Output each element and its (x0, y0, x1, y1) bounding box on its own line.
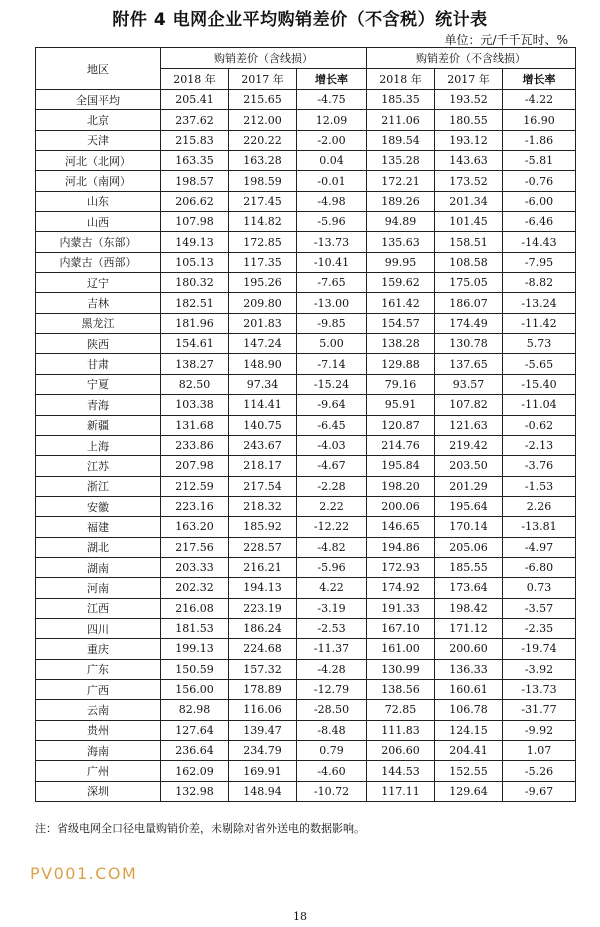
cell-2017-with-loss: 217.54 (229, 476, 297, 496)
cell-2017-with-loss: 139.47 (229, 720, 297, 740)
cell-growth-without-loss: -11.04 (503, 395, 576, 415)
cell-growth-without-loss: 1.07 (503, 741, 576, 761)
cell-2018-with-loss: 149.13 (161, 232, 229, 252)
cell-2018-without-loss: 138.28 (367, 334, 435, 354)
cell-2017-with-loss: 185.92 (229, 517, 297, 537)
cell-2018-without-loss: 200.06 (367, 496, 435, 516)
table-row (36, 90, 576, 110)
price-difference-table (35, 47, 576, 802)
cell-2018-without-loss: 174.92 (367, 578, 435, 598)
cell-region: 湖北 (36, 537, 161, 557)
cell-growth-with-loss: -4.67 (297, 456, 367, 476)
cell-2018-with-loss: 82.50 (161, 374, 229, 394)
cell-2018-with-loss: 163.35 (161, 151, 229, 171)
table-row (36, 598, 576, 618)
cell-region: 深圳 (36, 781, 161, 801)
cell-region: 贵州 (36, 720, 161, 740)
cell-2017-without-loss: 193.52 (435, 90, 503, 110)
table-row (36, 293, 576, 313)
cell-2018-without-loss: 211.06 (367, 110, 435, 130)
cell-2017-without-loss: 129.64 (435, 781, 503, 801)
cell-growth-without-loss: -6.00 (503, 191, 576, 211)
cell-2018-without-loss: 161.42 (367, 293, 435, 313)
cell-growth-without-loss: -1.53 (503, 476, 576, 496)
cell-region: 辽宁 (36, 273, 161, 293)
cell-growth-with-loss: -11.37 (297, 639, 367, 659)
cell-growth-with-loss: -3.19 (297, 598, 367, 618)
cell-growth-without-loss: 5.73 (503, 334, 576, 354)
cell-2017-without-loss: 195.64 (435, 496, 503, 516)
cell-2018-with-loss: 217.56 (161, 537, 229, 557)
cell-region: 海南 (36, 741, 161, 761)
cell-2017-with-loss: 218.17 (229, 456, 297, 476)
cell-2017-with-loss: 223.19 (229, 598, 297, 618)
cell-2017-without-loss: 152.55 (435, 761, 503, 781)
cell-2017-without-loss: 93.57 (435, 374, 503, 394)
table-row (36, 171, 576, 191)
cell-2017-without-loss: 108.58 (435, 252, 503, 272)
cell-2017-without-loss: 200.60 (435, 639, 503, 659)
cell-growth-without-loss: -15.40 (503, 374, 576, 394)
cell-2017-with-loss: 220.22 (229, 130, 297, 150)
header-region: 地区 (36, 48, 161, 90)
cell-region: 山东 (36, 191, 161, 211)
cell-2017-with-loss: 169.91 (229, 761, 297, 781)
cell-growth-with-loss: -9.64 (297, 395, 367, 415)
cell-2017-with-loss: 148.90 (229, 354, 297, 374)
cell-region: 全国平均 (36, 90, 161, 110)
table-row (36, 700, 576, 720)
cell-growth-without-loss: -5.65 (503, 354, 576, 374)
cell-2018-with-loss: 236.64 (161, 741, 229, 761)
cell-2017-with-loss: 114.82 (229, 212, 297, 232)
cell-region: 天津 (36, 130, 161, 150)
cell-2017-without-loss: 205.06 (435, 537, 503, 557)
cell-2017-without-loss: 107.82 (435, 395, 503, 415)
cell-growth-without-loss: -4.97 (503, 537, 576, 557)
cell-2018-without-loss: 189.26 (367, 191, 435, 211)
cell-2018-with-loss: 180.32 (161, 273, 229, 293)
cell-growth-without-loss: -31.77 (503, 700, 576, 720)
watermark-logo: PV001.COM (30, 864, 138, 883)
cell-2017-without-loss: 185.55 (435, 557, 503, 577)
cell-2018-without-loss: 206.60 (367, 741, 435, 761)
cell-growth-with-loss: -2.00 (297, 130, 367, 150)
cell-2018-with-loss: 205.41 (161, 90, 229, 110)
cell-growth-without-loss: -6.80 (503, 557, 576, 577)
table-row (36, 557, 576, 577)
cell-2017-without-loss: 186.07 (435, 293, 503, 313)
cell-2018-with-loss: 156.00 (161, 679, 229, 699)
cell-2017-with-loss: 163.28 (229, 151, 297, 171)
cell-growth-with-loss: -4.82 (297, 537, 367, 557)
cell-2017-with-loss: 228.57 (229, 537, 297, 557)
cell-growth-with-loss: -10.41 (297, 252, 367, 272)
cell-2018-with-loss: 132.98 (161, 781, 229, 801)
cell-2018-without-loss: 161.00 (367, 639, 435, 659)
cell-2018-without-loss: 99.95 (367, 252, 435, 272)
cell-2018-without-loss: 72.85 (367, 700, 435, 720)
cell-2017-with-loss: 172.85 (229, 232, 297, 252)
cell-2017-without-loss: 124.15 (435, 720, 503, 740)
table-row (36, 679, 576, 699)
table-row (36, 456, 576, 476)
cell-2017-with-loss: 218.32 (229, 496, 297, 516)
cell-2017-with-loss: 212.00 (229, 110, 297, 130)
table-row (36, 781, 576, 801)
table-row (36, 720, 576, 740)
cell-2017-with-loss: 178.89 (229, 679, 297, 699)
cell-2017-with-loss: 116.06 (229, 700, 297, 720)
cell-2018-without-loss: 130.99 (367, 659, 435, 679)
cell-growth-with-loss: 4.22 (297, 578, 367, 598)
cell-2017-without-loss: 137.65 (435, 354, 503, 374)
cell-region: 山西 (36, 212, 161, 232)
cell-2018-with-loss: 207.98 (161, 456, 229, 476)
cell-2018-with-loss: 150.59 (161, 659, 229, 679)
cell-2018-without-loss: 194.86 (367, 537, 435, 557)
cell-2018-without-loss: 146.65 (367, 517, 435, 537)
cell-2017-with-loss: 217.45 (229, 191, 297, 211)
cell-region: 江西 (36, 598, 161, 618)
cell-2017-with-loss: 224.68 (229, 639, 297, 659)
cell-growth-with-loss: 0.79 (297, 741, 367, 761)
cell-growth-with-loss: -2.53 (297, 618, 367, 638)
cell-2018-without-loss: 79.16 (367, 374, 435, 394)
cell-region: 北京 (36, 110, 161, 130)
cell-growth-without-loss: -4.22 (503, 90, 576, 110)
table-row (36, 110, 576, 130)
cell-2018-with-loss: 154.61 (161, 334, 229, 354)
header-without-loss: 购销差价（不含线损） (367, 48, 576, 69)
cell-growth-with-loss: -13.00 (297, 293, 367, 313)
cell-2017-with-loss: 201.83 (229, 313, 297, 333)
footnote: 注：省级电网全口径电量购销价差，未剔除对省外送电的数据影响。 (35, 822, 365, 835)
table-row (36, 415, 576, 435)
table-row (36, 252, 576, 272)
cell-growth-with-loss: -12.79 (297, 679, 367, 699)
cell-region: 湖南 (36, 557, 161, 577)
cell-2017-without-loss: 198.42 (435, 598, 503, 618)
cell-growth-with-loss: -13.73 (297, 232, 367, 252)
table-row (36, 191, 576, 211)
cell-2017-without-loss: 193.12 (435, 130, 503, 150)
cell-growth-with-loss: 0.04 (297, 151, 367, 171)
header-with-loss: 购销差价（含线损） (161, 48, 367, 69)
cell-2017-with-loss: 216.21 (229, 557, 297, 577)
cell-2018-without-loss: 129.88 (367, 354, 435, 374)
cell-2018-without-loss: 198.20 (367, 476, 435, 496)
table-row (36, 517, 576, 537)
cell-growth-with-loss: -4.28 (297, 659, 367, 679)
cell-region: 上海 (36, 435, 161, 455)
cell-region: 吉林 (36, 293, 161, 313)
cell-2018-without-loss: 195.84 (367, 456, 435, 476)
cell-2017-without-loss: 201.34 (435, 191, 503, 211)
cell-region: 黑龙江 (36, 313, 161, 333)
cell-2018-with-loss: 127.64 (161, 720, 229, 740)
header-growth-with-loss: 增长率 (297, 69, 367, 90)
cell-growth-with-loss: -2.28 (297, 476, 367, 496)
cell-2017-without-loss: 175.05 (435, 273, 503, 293)
header-2018-with-loss: 2018 年 (161, 69, 229, 90)
cell-2018-without-loss: 154.57 (367, 313, 435, 333)
table-row (36, 639, 576, 659)
cell-2018-with-loss: 131.68 (161, 415, 229, 435)
cell-growth-with-loss: -4.98 (297, 191, 367, 211)
cell-2017-without-loss: 136.33 (435, 659, 503, 679)
cell-growth-with-loss: -4.60 (297, 761, 367, 781)
header-growth-without-loss: 增长率 (503, 69, 576, 90)
cell-region: 河北（北网） (36, 151, 161, 171)
cell-2018-without-loss: 95.91 (367, 395, 435, 415)
cell-growth-with-loss: -10.72 (297, 781, 367, 801)
cell-2017-with-loss: 117.35 (229, 252, 297, 272)
cell-2018-with-loss: 163.20 (161, 517, 229, 537)
cell-2018-with-loss: 199.13 (161, 639, 229, 659)
cell-2018-with-loss: 103.38 (161, 395, 229, 415)
cell-2017-with-loss: 186.24 (229, 618, 297, 638)
cell-growth-without-loss: -8.82 (503, 273, 576, 293)
cell-growth-with-loss: -4.75 (297, 90, 367, 110)
cell-2017-without-loss: 101.45 (435, 212, 503, 232)
cell-growth-without-loss: -3.92 (503, 659, 576, 679)
cell-2018-with-loss: 212.59 (161, 476, 229, 496)
cell-2017-without-loss: 170.14 (435, 517, 503, 537)
cell-2018-with-loss: 206.62 (161, 191, 229, 211)
cell-2017-with-loss: 97.34 (229, 374, 297, 394)
cell-growth-with-loss: -8.48 (297, 720, 367, 740)
cell-region: 青海 (36, 395, 161, 415)
cell-growth-without-loss: -0.76 (503, 171, 576, 191)
page-title: 附件 4 电网企业平均购销差价（不含税）统计表 (112, 10, 488, 30)
cell-growth-with-loss: -9.85 (297, 313, 367, 333)
table-row (36, 212, 576, 232)
cell-growth-with-loss: -28.50 (297, 700, 367, 720)
cell-2017-with-loss: 198.59 (229, 171, 297, 191)
cell-growth-without-loss: -13.73 (503, 679, 576, 699)
table-row (36, 537, 576, 557)
header-2017-without-loss: 2017 年 (435, 69, 503, 90)
cell-2018-with-loss: 82.98 (161, 700, 229, 720)
cell-growth-without-loss: -0.62 (503, 415, 576, 435)
cell-growth-with-loss: -12.22 (297, 517, 367, 537)
table-row (36, 578, 576, 598)
cell-2018-without-loss: 185.35 (367, 90, 435, 110)
cell-2018-with-loss: 216.08 (161, 598, 229, 618)
cell-region: 福建 (36, 517, 161, 537)
cell-growth-without-loss: -13.24 (503, 293, 576, 313)
cell-2017-without-loss: 143.63 (435, 151, 503, 171)
cell-2017-without-loss: 203.50 (435, 456, 503, 476)
cell-growth-with-loss: -0.01 (297, 171, 367, 191)
cell-2017-without-loss: 173.64 (435, 578, 503, 598)
cell-growth-without-loss: -14.43 (503, 232, 576, 252)
cell-2018-with-loss: 198.57 (161, 171, 229, 191)
cell-growth-without-loss: -9.92 (503, 720, 576, 740)
cell-2018-without-loss: 167.10 (367, 618, 435, 638)
header-2018-without-loss: 2018 年 (367, 69, 435, 90)
table-body (36, 90, 576, 802)
cell-2017-with-loss: 140.75 (229, 415, 297, 435)
cell-2017-with-loss: 194.13 (229, 578, 297, 598)
cell-growth-without-loss: -5.81 (503, 151, 576, 171)
cell-2018-without-loss: 94.89 (367, 212, 435, 232)
table-row (36, 354, 576, 374)
cell-2018-with-loss: 182.51 (161, 293, 229, 313)
table-row (36, 232, 576, 252)
table-row (36, 741, 576, 761)
cell-growth-with-loss: -5.96 (297, 557, 367, 577)
unit-label: 单位：元/千千瓦时、% (444, 33, 568, 47)
table-row (36, 435, 576, 455)
table-row (36, 476, 576, 496)
cell-2017-with-loss: 147.24 (229, 334, 297, 354)
cell-growth-with-loss: -7.65 (297, 273, 367, 293)
cell-growth-without-loss: -7.95 (503, 252, 576, 272)
cell-2018-without-loss: 138.56 (367, 679, 435, 699)
cell-2017-without-loss: 173.52 (435, 171, 503, 191)
cell-2018-without-loss: 191.33 (367, 598, 435, 618)
cell-2018-with-loss: 138.27 (161, 354, 229, 374)
cell-2018-with-loss: 237.62 (161, 110, 229, 130)
cell-growth-with-loss: 5.00 (297, 334, 367, 354)
cell-2017-with-loss: 157.32 (229, 659, 297, 679)
cell-2017-without-loss: 121.63 (435, 415, 503, 435)
table-row (36, 313, 576, 333)
cell-growth-without-loss: -5.26 (503, 761, 576, 781)
cell-growth-with-loss: 12.09 (297, 110, 367, 130)
cell-region: 河南 (36, 578, 161, 598)
page-number: 18 (293, 910, 307, 923)
table-row (36, 273, 576, 293)
cell-region: 四川 (36, 618, 161, 638)
table-row (36, 496, 576, 516)
cell-2017-with-loss: 114.41 (229, 395, 297, 415)
table-row (36, 761, 576, 781)
cell-2018-with-loss: 181.96 (161, 313, 229, 333)
cell-2018-without-loss: 135.63 (367, 232, 435, 252)
cell-2018-with-loss: 233.86 (161, 435, 229, 455)
cell-region: 陕西 (36, 334, 161, 354)
cell-2018-with-loss: 215.83 (161, 130, 229, 150)
cell-growth-without-loss: -19.74 (503, 639, 576, 659)
cell-growth-without-loss: 2.26 (503, 496, 576, 516)
table-row (36, 334, 576, 354)
table-row (36, 395, 576, 415)
cell-region: 云南 (36, 700, 161, 720)
cell-growth-with-loss: -7.14 (297, 354, 367, 374)
cell-growth-without-loss: -3.76 (503, 456, 576, 476)
cell-2018-without-loss: 172.93 (367, 557, 435, 577)
cell-region: 内蒙古（西部） (36, 252, 161, 272)
cell-growth-without-loss: -1.86 (503, 130, 576, 150)
cell-growth-without-loss: -13.81 (503, 517, 576, 537)
cell-2018-without-loss: 189.54 (367, 130, 435, 150)
cell-growth-without-loss: -9.67 (503, 781, 576, 801)
cell-2017-without-loss: 174.49 (435, 313, 503, 333)
cell-2018-with-loss: 162.09 (161, 761, 229, 781)
cell-growth-with-loss: -4.03 (297, 435, 367, 455)
cell-growth-with-loss: -6.45 (297, 415, 367, 435)
cell-region: 安徽 (36, 496, 161, 516)
cell-2017-with-loss: 195.26 (229, 273, 297, 293)
cell-2018-without-loss: 172.21 (367, 171, 435, 191)
cell-2018-without-loss: 144.53 (367, 761, 435, 781)
cell-growth-without-loss: -2.13 (503, 435, 576, 455)
cell-region: 河北（南网） (36, 171, 161, 191)
cell-2017-without-loss: 106.78 (435, 700, 503, 720)
cell-2018-without-loss: 159.62 (367, 273, 435, 293)
cell-2018-with-loss: 202.32 (161, 578, 229, 598)
cell-2018-without-loss: 120.87 (367, 415, 435, 435)
table-row (36, 374, 576, 394)
cell-2017-with-loss: 148.94 (229, 781, 297, 801)
cell-2017-without-loss: 160.61 (435, 679, 503, 699)
cell-2018-with-loss: 223.16 (161, 496, 229, 516)
cell-2018-with-loss: 203.33 (161, 557, 229, 577)
cell-2017-without-loss: 158.51 (435, 232, 503, 252)
cell-2017-without-loss: 219.42 (435, 435, 503, 455)
cell-2017-with-loss: 209.80 (229, 293, 297, 313)
cell-growth-with-loss: -5.96 (297, 212, 367, 232)
cell-2017-with-loss: 243.67 (229, 435, 297, 455)
cell-region: 宁夏 (36, 374, 161, 394)
table-row (36, 130, 576, 150)
cell-growth-with-loss: -15.24 (297, 374, 367, 394)
cell-2018-without-loss: 117.11 (367, 781, 435, 801)
cell-growth-without-loss: 16.90 (503, 110, 576, 130)
cell-region: 江苏 (36, 456, 161, 476)
cell-2018-without-loss: 135.28 (367, 151, 435, 171)
cell-2017-without-loss: 180.55 (435, 110, 503, 130)
header-2017-with-loss: 2017 年 (229, 69, 297, 90)
cell-region: 内蒙古（东部） (36, 232, 161, 252)
cell-2017-without-loss: 201.29 (435, 476, 503, 496)
cell-2018-without-loss: 111.83 (367, 720, 435, 740)
cell-2017-without-loss: 204.41 (435, 741, 503, 761)
cell-region: 重庆 (36, 639, 161, 659)
cell-region: 广州 (36, 761, 161, 781)
cell-growth-with-loss: 2.22 (297, 496, 367, 516)
cell-2017-without-loss: 130.78 (435, 334, 503, 354)
cell-2017-with-loss: 215.65 (229, 90, 297, 110)
cell-region: 广东 (36, 659, 161, 679)
cell-region: 甘肃 (36, 354, 161, 374)
table-row (36, 151, 576, 171)
cell-growth-without-loss: -11.42 (503, 313, 576, 333)
cell-2017-with-loss: 234.79 (229, 741, 297, 761)
table-row (36, 659, 576, 679)
cell-growth-without-loss: 0.73 (503, 578, 576, 598)
table-row (36, 618, 576, 638)
cell-2018-with-loss: 105.13 (161, 252, 229, 272)
cell-region: 新疆 (36, 415, 161, 435)
cell-growth-without-loss: -2.35 (503, 618, 576, 638)
cell-region: 广西 (36, 679, 161, 699)
cell-growth-without-loss: -3.57 (503, 598, 576, 618)
cell-growth-without-loss: -6.46 (503, 212, 576, 232)
cell-region: 浙江 (36, 476, 161, 496)
cell-2018-with-loss: 107.98 (161, 212, 229, 232)
cell-2018-without-loss: 214.76 (367, 435, 435, 455)
cell-2017-without-loss: 171.12 (435, 618, 503, 638)
cell-2018-with-loss: 181.53 (161, 618, 229, 638)
